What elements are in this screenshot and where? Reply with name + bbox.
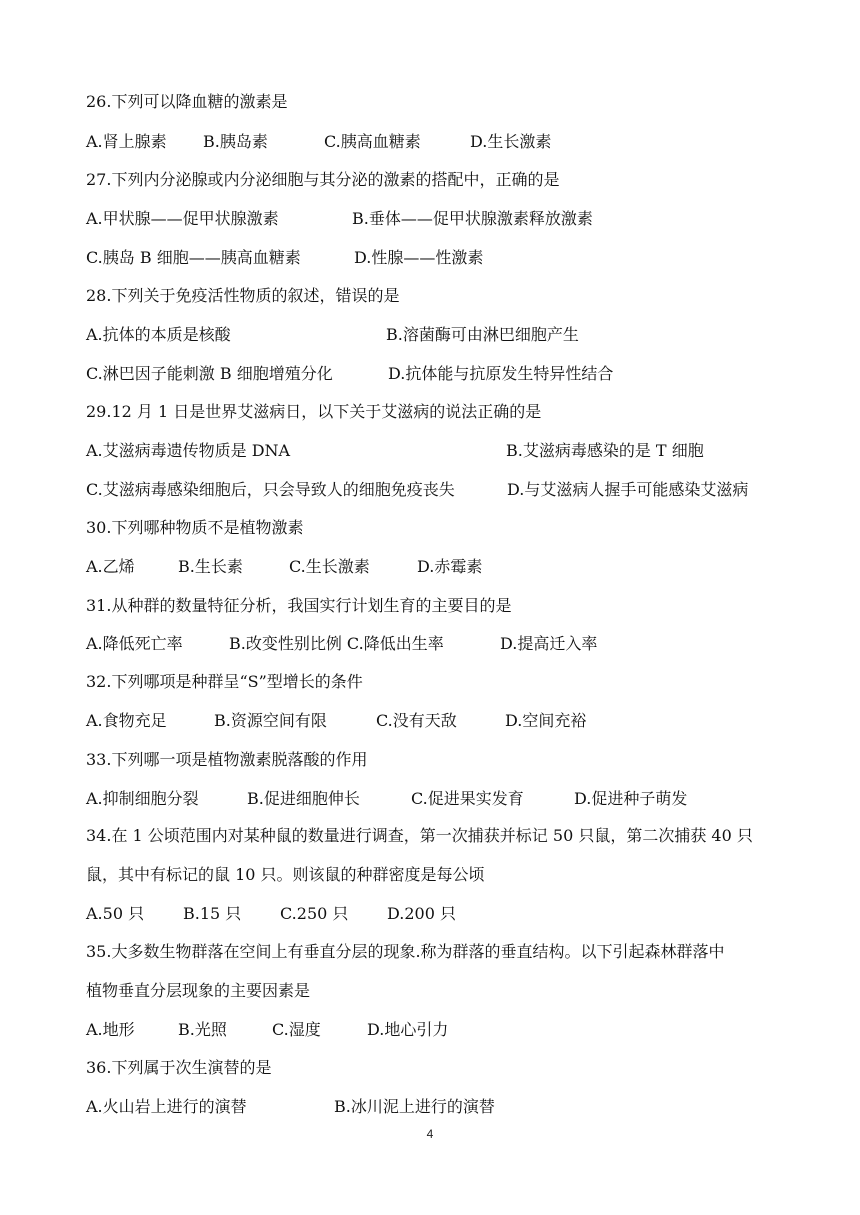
option-c: C.促进果实发育 bbox=[411, 789, 524, 808]
option-d: D.抗体能与抗原发生特异性结合 bbox=[388, 364, 614, 383]
option-c: C.湿度 bbox=[272, 1020, 321, 1039]
question-27-stem: 27.下列内分泌腺或内分泌细胞与其分泌的激素的搭配中，正确的是 bbox=[86, 170, 560, 189]
option-a: A.食物充足 bbox=[86, 711, 167, 730]
question-30-stem: 30.下列哪种物质不是植物激素 bbox=[86, 518, 304, 537]
option-b: B.垂体——促甲状腺激素释放激素 bbox=[352, 209, 593, 228]
option-b: B.资源空间有限 bbox=[214, 711, 327, 730]
option-b-c: B.改变性别比例 C.降低出生率 bbox=[229, 634, 444, 653]
page-number: 4 bbox=[426, 1127, 434, 1141]
option-c: C.没有天敌 bbox=[376, 711, 457, 730]
question-34-stem-line-2: 鼠，其中有标记的鼠 10 只。则该鼠的种群密度是每公顷 bbox=[86, 865, 485, 884]
option-c: C.淋巴因子能刺激 B 细胞增殖分化 bbox=[86, 364, 333, 383]
option-a: A.火山岩上进行的演替 bbox=[86, 1097, 247, 1116]
option-c: C.胰岛 B 细胞——胰高血糖素 bbox=[86, 248, 301, 267]
option-b: B.生长素 bbox=[178, 557, 243, 576]
option-a: A.50 只 bbox=[86, 904, 145, 923]
option-a: A.甲状腺——促甲状腺激素 bbox=[86, 209, 279, 228]
option-c: C.胰高血糖素 bbox=[324, 132, 421, 151]
option-b: B.15 只 bbox=[183, 904, 242, 923]
option-b: B.光照 bbox=[178, 1020, 227, 1039]
option-d: D.200 只 bbox=[387, 904, 456, 923]
option-d: D.与艾滋病人握手可能感染艾滋病 bbox=[507, 480, 749, 499]
option-a: A.乙烯 bbox=[86, 557, 135, 576]
question-35-stem-line-1: 35.大多数生物群落在空间上有垂直分层的现象.称为群落的垂直结构。以下引起森林群落中 bbox=[86, 942, 725, 961]
question-32-stem: 32.下列哪项是种群呈“S”型增长的条件 bbox=[86, 672, 363, 691]
question-33-stem: 33.下列哪一项是植物激素脱落酸的作用 bbox=[86, 750, 368, 769]
question-35-stem-line-2: 植物垂直分层现象的主要因素是 bbox=[86, 981, 311, 1000]
question-31-stem: 31.从种群的数量特征分析，我国实行计划生育的主要目的是 bbox=[86, 596, 512, 615]
question-29-stem: 29.12 月 1 日是世界艾滋病日，以下关于艾滋病的说法正确的是 bbox=[86, 402, 542, 421]
option-d: D.空间充裕 bbox=[505, 711, 587, 730]
option-d: D.性腺——性激素 bbox=[354, 248, 484, 267]
question-28-stem: 28.下列关于免疫活性物质的叙述，错误的是 bbox=[86, 286, 400, 305]
option-c: C.生长激素 bbox=[289, 557, 370, 576]
option-d: D.地心引力 bbox=[367, 1020, 449, 1039]
option-b: B.艾滋病毒感染的是 T 细胞 bbox=[506, 441, 704, 460]
question-36-stem: 36.下列属于次生演替的是 bbox=[86, 1058, 272, 1077]
option-a: A.抗体的本质是核酸 bbox=[86, 325, 231, 344]
option-b: B.冰川泥上进行的演替 bbox=[334, 1097, 495, 1116]
option-d: D.生长激素 bbox=[470, 132, 552, 151]
option-c: C.250 只 bbox=[280, 904, 349, 923]
option-a: A.地形 bbox=[86, 1020, 135, 1039]
option-a: A.抑制细胞分裂 bbox=[86, 789, 199, 808]
option-d: D.促进种子萌发 bbox=[574, 789, 688, 808]
option-b: B.胰岛素 bbox=[203, 132, 268, 151]
question-34-stem-line-1: 34.在 1 公顷范围内对某种鼠的数量进行调查，第一次捕获并标记 50 只鼠，第二次捕获 40 只 bbox=[86, 826, 753, 845]
option-d: D.提高迁入率 bbox=[500, 634, 598, 653]
question-26-stem: 26.下列可以降血糖的激素是 bbox=[86, 92, 288, 111]
option-b: B.促进细胞伸长 bbox=[247, 789, 360, 808]
option-a: A.降低死亡率 bbox=[86, 634, 183, 653]
option-a: A.肾上腺素 bbox=[86, 132, 167, 151]
option-c: C.艾滋病毒感染细胞后，只会导致人的细胞免疫丧失 bbox=[86, 480, 455, 499]
option-d: D.赤霉素 bbox=[417, 557, 483, 576]
option-a: A.艾滋病毒遗传物质是 DNA bbox=[86, 441, 291, 460]
option-b: B.溶菌酶可由淋巴细胞产生 bbox=[386, 325, 579, 344]
